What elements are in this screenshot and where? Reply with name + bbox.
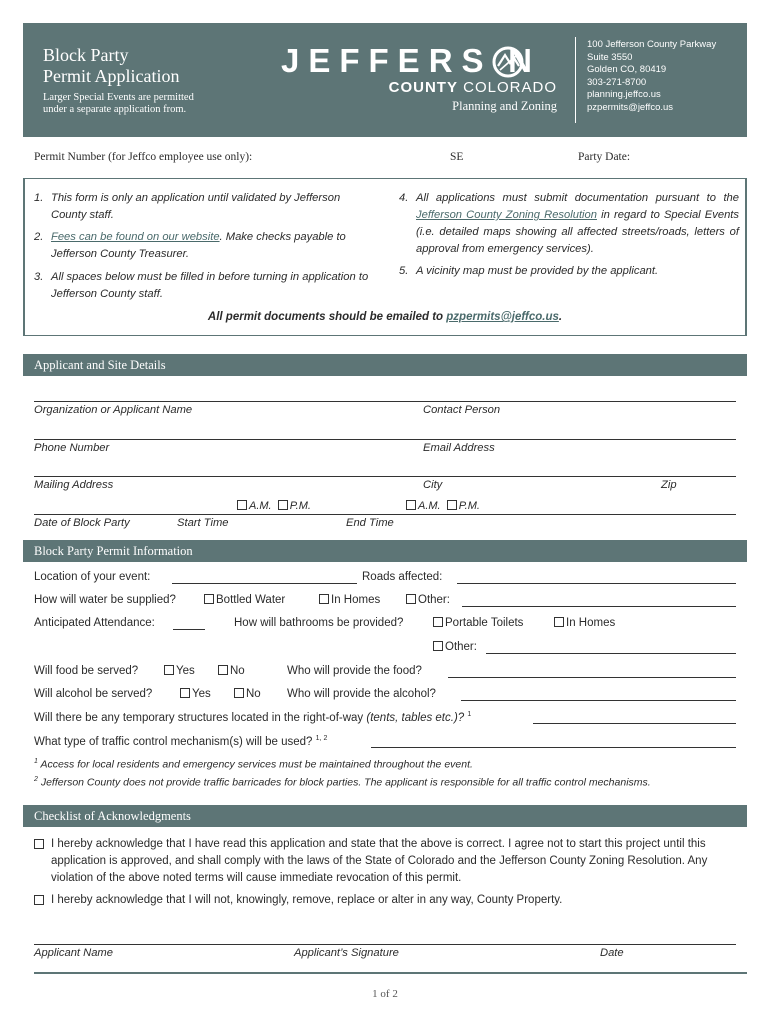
logo-county: COUNTY	[388, 79, 458, 96]
end-pm-checkbox[interactable]	[447, 500, 457, 510]
ack-1-text: I hereby acknowledge that I have read this application and state that the above is correct. I agree not to start this project until this application is approved, and shall comply with the laws of the State of Colorado and the Jefferson County Zoning Resolution. Any violation of the above noted terms will cause immediate revocation of this permit.	[51, 838, 708, 884]
title-line-2: Permit Application	[43, 66, 180, 86]
subtitle-line-2: under a separate application from.	[43, 104, 187, 115]
bathroom-question: How will bathrooms be provided?	[234, 617, 404, 629]
start-time-label: Start Time	[177, 517, 229, 529]
form-title	[43, 45, 180, 87]
signature-label: Applicant’s Signature	[294, 947, 399, 959]
mailing-field-line[interactable]	[34, 476, 736, 477]
food-question: Will food be served?	[34, 665, 139, 677]
logo-county-line	[379, 79, 557, 96]
water-other-label: Other:	[418, 594, 450, 606]
traffic-question	[34, 735, 327, 748]
water-question: How will water be supplied?	[34, 594, 176, 606]
fees-link[interactable]: Fees can be found on our website	[51, 231, 220, 243]
food-provider-field[interactable]	[448, 677, 736, 678]
start-pm-checkbox[interactable]	[278, 500, 288, 510]
email-notice	[25, 311, 745, 323]
note-4-number: 4.	[399, 192, 409, 204]
food-provider-label: Who will provide the food?	[287, 665, 422, 677]
alcohol-yes-option	[180, 688, 211, 700]
bottom-divider	[34, 972, 747, 974]
note-3	[34, 269, 376, 303]
ack-2-checkbox[interactable]	[34, 895, 44, 905]
footnote-2-text: Jefferson County does not provide traffic barricades for block parties. The applicant is responsible for all traffic control mechanisms.	[40, 776, 651, 789]
note-3-number: 3.	[34, 271, 44, 283]
water-other-field[interactable]	[462, 606, 736, 607]
alcohol-yes-label: Yes	[192, 688, 211, 700]
attendance-field[interactable]	[173, 629, 205, 630]
location-field[interactable]	[172, 583, 357, 584]
bath-homes-checkbox[interactable]	[554, 617, 564, 627]
footnote-1-text: Access for local residents and emergency services must be maintained throughout the event.	[40, 758, 473, 771]
food-no-checkbox[interactable]	[218, 665, 228, 675]
food-no-label: No	[230, 665, 245, 677]
attendance-label: Anticipated Attendance:	[34, 617, 155, 629]
location-label: Location of your event:	[34, 571, 151, 583]
roads-label: Roads affected:	[362, 571, 443, 583]
food-yes-checkbox[interactable]	[164, 665, 174, 675]
alcohol-no-label: No	[246, 688, 261, 700]
bath-homes-label: In Homes	[566, 617, 616, 629]
logo-state: COLORADO	[463, 79, 557, 96]
note-1-text: This form is only an application until validated by Jefferson County staff.	[51, 192, 341, 221]
seal-icon	[492, 46, 524, 78]
bath-other-field[interactable]	[486, 653, 736, 654]
note-3-text: All spaces below must be filled in before turning in application to Jefferson County staff.	[51, 271, 369, 300]
contact-phone: 303-271-8700	[587, 76, 647, 88]
note-2-rest: . Make checks payable to Jefferson County Treasurer.	[51, 231, 346, 260]
bath-portable-option	[433, 617, 523, 629]
bath-portable-checkbox[interactable]	[433, 617, 443, 627]
zip-label: Zip	[661, 479, 677, 491]
bath-portable-label: Portable Toilets	[445, 617, 524, 629]
ack-2-text: I hereby acknowledge that I will not, knowingly, remove, replace or alter in any way, County Property.	[51, 894, 563, 906]
note-4-pre: All applications must submit documentation pursuant to the	[416, 192, 739, 204]
alcohol-question: Will alcohol be served?	[34, 688, 153, 700]
contact-website[interactable]: planning.jeffco.us	[587, 89, 661, 101]
ack-1-checkbox[interactable]	[34, 839, 44, 849]
subtitle-line-1: Larger Special Events are permitted	[43, 92, 194, 103]
bath-other-option	[433, 641, 477, 653]
contact-address: 100 Jefferson County Parkway	[587, 39, 717, 50]
city-label: City	[423, 479, 443, 491]
start-am-label: A.M.	[249, 500, 272, 512]
permit-number-suffix: SE	[450, 151, 464, 163]
start-ampm	[237, 500, 311, 512]
zoning-resolution-link[interactable]: Jefferson County Zoning Resolution	[416, 209, 597, 221]
water-other-option	[406, 594, 450, 606]
start-am-checkbox[interactable]	[237, 500, 247, 510]
section-permit-info: Block Party Permit Information	[23, 540, 747, 562]
traffic-question-text: What type of traffic control mechanism(s) will be used?	[34, 735, 313, 748]
footnote-2	[34, 776, 651, 789]
water-bottled-option	[204, 594, 285, 606]
water-homes-option	[319, 594, 380, 606]
section-acknowledgments: Checklist of Acknowledgments	[23, 805, 747, 827]
title-line-1: Block Party	[43, 45, 129, 65]
contact-city: Golden CO, 80419	[587, 64, 667, 76]
end-ampm	[406, 500, 480, 512]
bath-other-checkbox[interactable]	[433, 641, 443, 651]
form-subtitle	[43, 92, 194, 116]
logo-wordmark: JEFFERS N	[281, 42, 541, 79]
structures-question	[34, 711, 471, 724]
note-1	[34, 190, 376, 224]
contact-block	[587, 39, 716, 115]
email-notice-link[interactable]: pzpermits@jeffco.us	[446, 311, 559, 323]
water-homes-checkbox[interactable]	[319, 594, 329, 604]
signature-field-line[interactable]	[34, 944, 736, 945]
email-notice-pre: All permit documents should be emailed to	[207, 311, 447, 323]
note-5-text: A vicinity map must be provided by the applicant.	[416, 265, 659, 277]
contact-suite: Suite 3550	[587, 51, 633, 63]
footnote-2-number: 2	[34, 776, 38, 783]
traffic-footnote-ref: 1, 2	[315, 735, 328, 742]
alcohol-no-checkbox[interactable]	[234, 688, 244, 698]
permit-number-label: Permit Number (for Jeffco employee use only):	[34, 151, 253, 163]
end-am-label: A.M.	[418, 500, 441, 512]
start-pm-label: P.M.	[289, 500, 311, 512]
end-pm-label: P.M.	[458, 500, 480, 512]
acknowledgment-2	[34, 892, 736, 909]
structures-field[interactable]	[533, 723, 736, 724]
alcohol-provider-field[interactable]	[461, 700, 736, 701]
water-homes-label: In Homes	[331, 594, 381, 606]
alcohol-no-option	[234, 688, 261, 700]
acknowledgment-1	[34, 836, 736, 887]
sign-date-label: Date	[600, 947, 624, 959]
header-banner	[23, 23, 747, 137]
note-4	[399, 190, 739, 258]
end-time-label: End Time	[346, 517, 394, 529]
footnote-1	[34, 758, 473, 771]
food-no-option	[218, 665, 245, 677]
note-4-post: in regard to Special Events (i.e. detailed maps showing all affected streets/roads, letters of approval from emergency services).	[416, 209, 740, 255]
page-number: 1 of 2	[372, 988, 398, 1000]
water-bottled-checkbox[interactable]	[204, 594, 214, 604]
bath-homes-option	[554, 617, 615, 629]
bath-other-label: Other:	[445, 641, 477, 653]
footnote-1-number: 1	[34, 758, 38, 765]
email-label: Email Address	[423, 442, 495, 454]
org-contact-field-line[interactable]	[34, 401, 736, 402]
phone-label: Phone Number	[34, 442, 110, 454]
structures-example: (tents, tables etc.)?	[366, 711, 465, 724]
header-divider	[575, 37, 576, 123]
note-2	[34, 229, 376, 263]
party-date-label: Party Date:	[578, 151, 631, 163]
applicant-name-label: Applicant Name	[34, 947, 113, 959]
traffic-field[interactable]	[371, 747, 736, 748]
section-applicant-details: Applicant and Site Details	[23, 354, 747, 376]
food-yes-option	[164, 665, 195, 677]
alcohol-yes-checkbox[interactable]	[180, 688, 190, 698]
note-5	[399, 263, 739, 280]
instructions-box	[23, 178, 747, 336]
note-5-number: 5.	[399, 265, 409, 277]
structures-footnote-ref: 1	[467, 711, 472, 718]
structures-question-text: Will there be any temporary structures located in the right-of-way	[34, 711, 364, 724]
note-2-number: 2.	[34, 231, 44, 243]
water-bottled-label: Bottled Water	[216, 594, 286, 606]
org-name-label: Organization or Applicant Name	[34, 404, 193, 416]
mailing-address-label: Mailing Address	[34, 479, 114, 491]
contact-person-label: Contact Person	[423, 404, 501, 416]
food-yes-label: Yes	[176, 665, 195, 677]
contact-email[interactable]: pzpermits@jeffco.us	[587, 101, 674, 113]
logo-department: Planning and Zoning	[452, 99, 557, 113]
alcohol-provider-label: Who will provide the alcohol?	[287, 688, 436, 700]
note-4-text	[399, 190, 739, 258]
end-am-checkbox[interactable]	[406, 500, 416, 510]
roads-field[interactable]	[457, 583, 736, 584]
phone-email-field-line[interactable]	[34, 439, 736, 440]
water-other-checkbox[interactable]	[406, 594, 416, 604]
note-2-text	[34, 229, 376, 263]
note-1-number: 1.	[34, 192, 44, 204]
date-label: Date of Block Party	[34, 517, 130, 529]
email-notice-post: .	[558, 311, 563, 323]
date-time-field-line[interactable]	[34, 514, 736, 515]
